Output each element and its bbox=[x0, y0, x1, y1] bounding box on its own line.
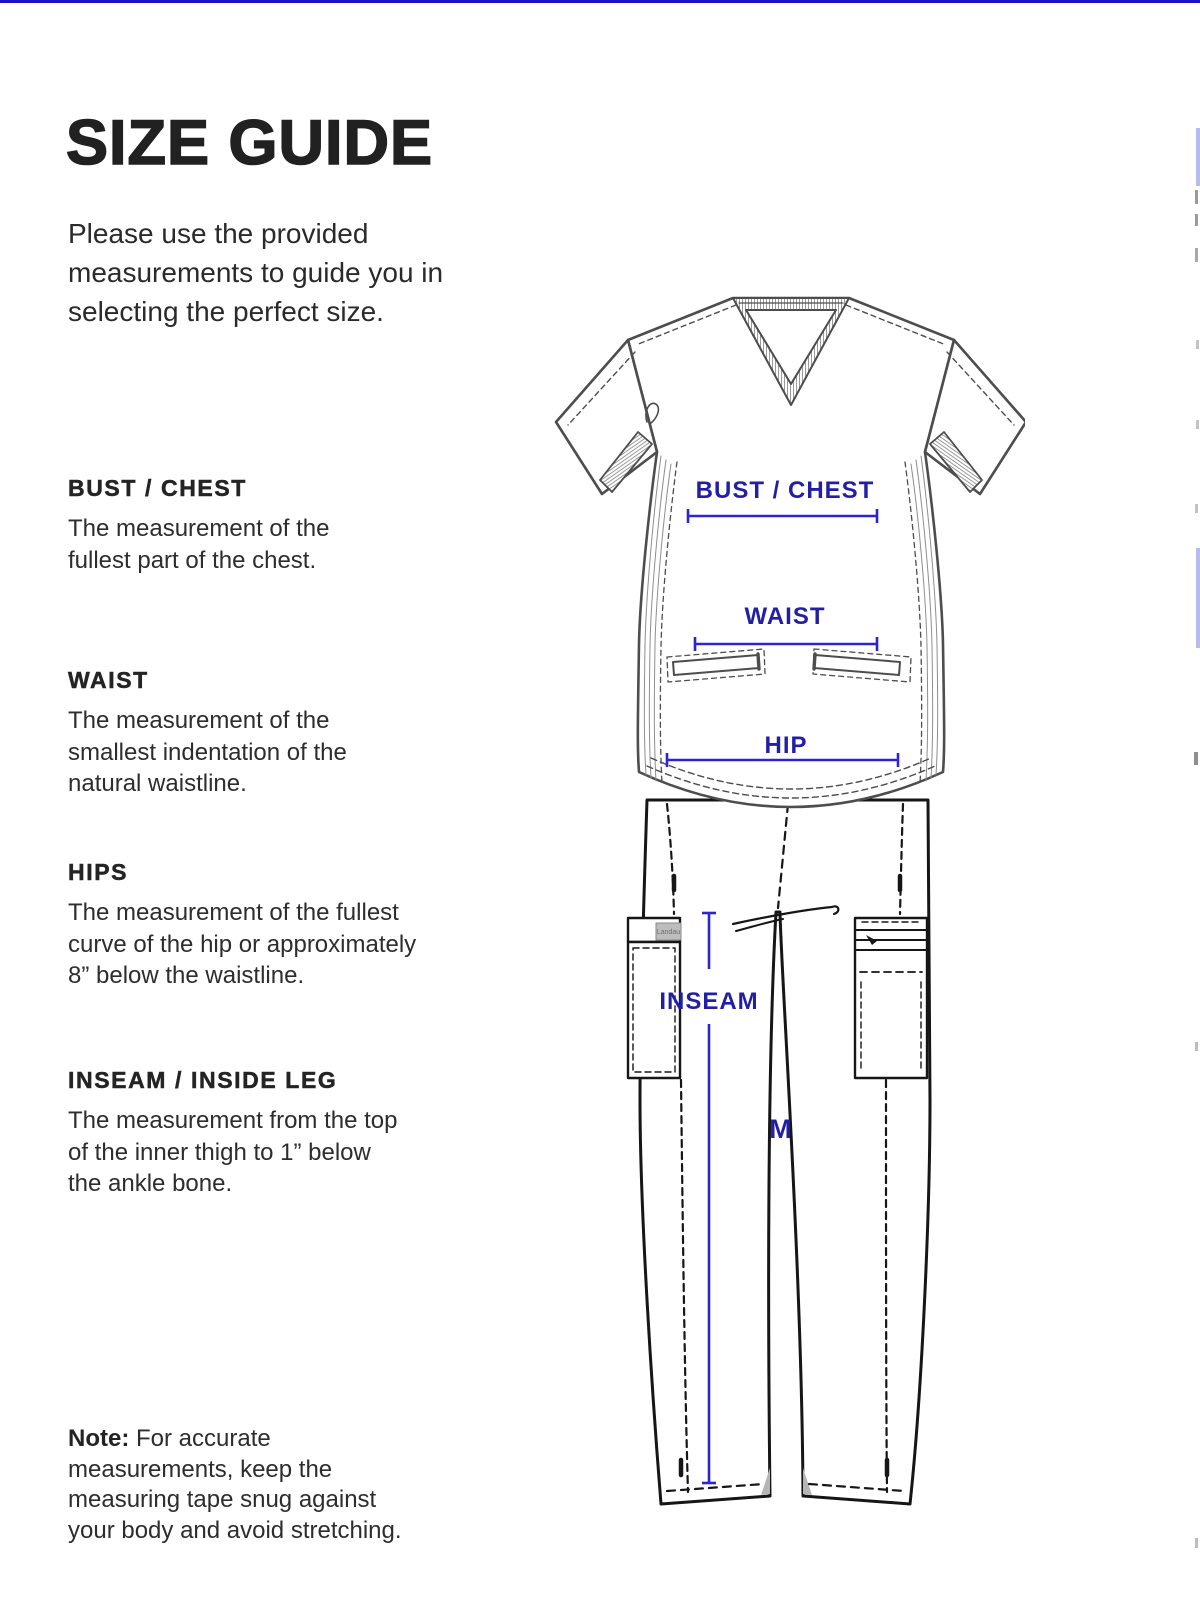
inseam-measure-label: INSEAM bbox=[659, 988, 759, 1015]
note-line: measurements, keep the bbox=[68, 1455, 333, 1483]
bust-measure-label: BUST / CHEST bbox=[695, 477, 875, 504]
clipped-content-sliver bbox=[1196, 548, 1200, 648]
body-line: 8” below the waistline. bbox=[68, 962, 305, 989]
top-accent-border bbox=[0, 0, 1200, 3]
body-line: The measurement from the top bbox=[68, 1107, 398, 1134]
intro-text bbox=[68, 214, 443, 331]
note-line bbox=[68, 1424, 402, 1455]
scrub-top-drawing bbox=[556, 298, 1025, 807]
body-line: smallest indentation of the bbox=[68, 738, 347, 766]
intro-line: Please use the provided bbox=[68, 218, 369, 249]
right-side-seam bbox=[886, 1080, 887, 1492]
section-heading-hips: HIPS bbox=[68, 859, 129, 886]
section-heading-inseam: INSEAM / INSIDE LEG bbox=[68, 1067, 338, 1094]
page-title: SIZE GUIDE bbox=[66, 108, 434, 179]
scrub-pants-drawing bbox=[628, 800, 930, 1504]
intro-line: selecting the perfect size. bbox=[68, 296, 384, 327]
note-line: your body and avoid stretching. bbox=[68, 1516, 402, 1544]
clipped-content-sliver bbox=[1195, 214, 1198, 226]
section-body-inseam bbox=[68, 1105, 397, 1200]
note-line-text: For accurate bbox=[136, 1425, 271, 1452]
body-line: The measurement of the bbox=[68, 515, 330, 542]
section-body-hips bbox=[68, 897, 416, 992]
section-heading-bust: BUST / CHEST bbox=[68, 475, 247, 502]
pocket-brand-label: Landau bbox=[656, 929, 681, 936]
body-line: curve of the hip or approximately bbox=[68, 930, 417, 958]
hip-measure-label: HIP bbox=[764, 732, 808, 759]
section-body-waist bbox=[68, 705, 347, 800]
measurement-diagram bbox=[540, 272, 1025, 1522]
clipped-content-sliver bbox=[1196, 128, 1200, 186]
size-diagram-svg bbox=[540, 272, 1025, 1522]
clipped-content-sliver bbox=[1194, 752, 1198, 765]
clipped-content-sliver bbox=[1195, 1538, 1198, 1548]
clipped-content-sliver bbox=[1195, 1042, 1198, 1051]
clipped-content-sliver bbox=[1195, 248, 1198, 262]
top-bodice bbox=[628, 298, 954, 807]
clipped-content-sliver bbox=[1195, 190, 1198, 204]
clipped-content-sliver bbox=[1195, 504, 1198, 513]
clipped-content-sliver bbox=[1196, 420, 1199, 429]
note-label: Note: bbox=[68, 1425, 130, 1452]
body-line: natural waistline. bbox=[68, 770, 247, 797]
body-line: of the inner thigh to 1” below bbox=[68, 1138, 371, 1166]
body-line: The measurement of the bbox=[68, 707, 330, 734]
section-body-bust bbox=[68, 513, 329, 576]
note-line: measuring tape snug against bbox=[68, 1486, 377, 1513]
size-letter-label: M bbox=[769, 1114, 793, 1144]
intro-line: measurements to guide you in bbox=[68, 257, 444, 288]
section-heading-waist: WAIST bbox=[68, 667, 149, 694]
body-line: the ankle bone. bbox=[68, 1170, 233, 1197]
body-line: fullest part of the chest. bbox=[68, 546, 317, 574]
waist-measure-label: WAIST bbox=[744, 603, 826, 630]
body-line: The measurement of the fullest bbox=[68, 899, 399, 926]
note-text bbox=[68, 1424, 402, 1546]
right-cargo-pocket bbox=[855, 918, 927, 1078]
clipped-content-sliver bbox=[1196, 340, 1199, 349]
